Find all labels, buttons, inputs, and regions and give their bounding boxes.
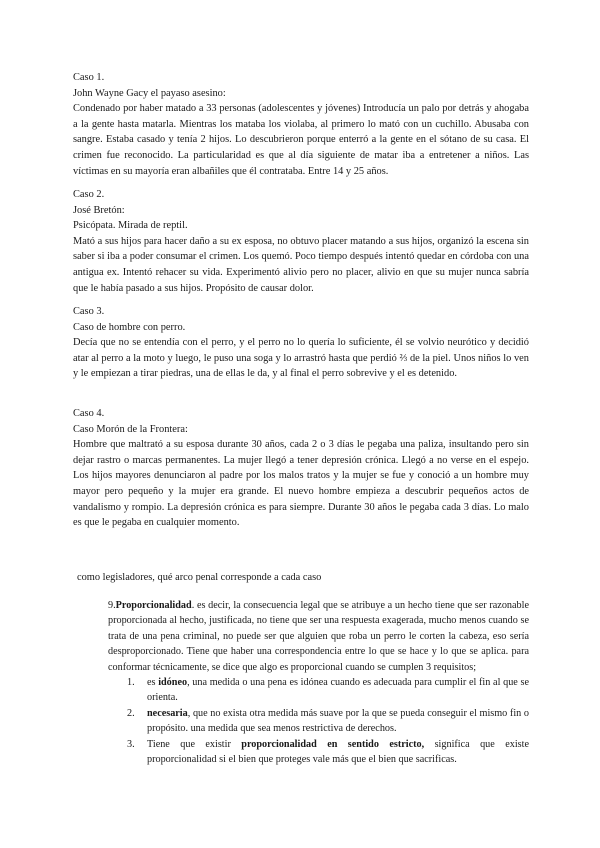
case-subtitle: Caso Morón de la Frontera:: [73, 423, 188, 435]
item-term: proporcionalidad en sentido estricto,: [241, 738, 425, 750]
case-2: [73, 187, 529, 296]
list-item: [108, 737, 529, 768]
case-heading: Caso 1.: [73, 72, 105, 83]
case-subtitle: José Bretón:: [73, 204, 125, 216]
case-subtitle-2: Psicópata. Mirada de reptil.: [73, 220, 188, 232]
principle-number: 9.: [108, 600, 116, 611]
principle-term: Proporcionalidad: [115, 600, 192, 611]
principle-text: . es decir, la consecuencia legal que se atribuye a un hecho tiene que ser razonable proporcionada al hecho, justificada, no tiene que ser una respuesta exagerada, mucho menos cuando se trata de una pena criminal, no puede ser que alguien que roba un perro le corten la cabeza, eso sería desproporcionado. Tiene que haber una correspondencia entre lo que se hace y lo que se aplica. para conformar técnicamente, se dice que algo es proporcional cuando se cumplen 3 requisitos;: [108, 600, 529, 673]
item-prefix: Tiene que existir: [147, 738, 242, 750]
item-number: 3.: [127, 738, 135, 750]
case-text: Hombre que maltrató a su esposa durante 30 años, cada 2 o 3 días le pegaba una paliza, insultando pero sin dejar rastro o marcas permanentes. La mujer llegó a tener depresión crónica. Llegó a no verse en el espejo. Los hijos mayores denunciaron al padre por los malos tratos y la mujer se fue y conoció a un hombre muy mayor pero pequeño y la mujer era grande. El nuevo hombre empieza a descubrir pequeños actos de vandalismo y rompio. La depresión crónica es para siempre. Durante 30 años le pegaba cada 3 días. Lo malo es que le pegaba en cualquier momento.: [73, 439, 529, 529]
case-subtitle: Caso de hombre con perro.: [73, 321, 186, 333]
item-text: , que no exista otra medida más suave por la que se pueda conseguir el mismo fin o propósito. una medida que sea menos restrictiva de derechos.: [147, 707, 529, 735]
case-heading: Caso 2.: [73, 189, 105, 200]
item-text: , una medida o una pena es idónea cuando es adecuada para cumplir el fin al que se orienta.: [147, 677, 529, 704]
item-term: necesaria: [147, 707, 188, 719]
legislator-question: como legisladores, qué arco penal corresponde a cada caso: [77, 572, 322, 583]
case-4: [73, 406, 529, 531]
case-heading: Caso 3.: [73, 306, 105, 317]
case-text: Condenado por haber matado a 33 personas (adolescentes y jóvenes) Introducía un palo por detrás y ahogaba a la gente hasta matarla. Mientras los mataba los violaba, al primero lo mató con un cuchillo. Abusaba con sangre. Estaba casado y tenía 2 hijos. Lo descubrieron porque enterró a la gente en el sótano de su casa. El crimen fue reconocido. La particularidad es que al día siguiente de matar iba a entretener a niños. Las víctimas en su mayoría eran albañiles que él contrataba. Entre 14 y 25 años.: [73, 103, 529, 177]
principle-paragraph: [108, 598, 529, 675]
case-text: Decía que no se entendía con el perro, y el perro no lo quería lo suficiente, él se volvio neurótico y decidió atar al perro a la moto y luego, le puso una soga y lo arrastró hasta que perdió ⅔ de la piel. Unos niños lo ven y le empiezan a tirar piedras, una de ellas le da, y al final el perro sobrevive y el es detenido.: [73, 337, 529, 380]
case-1: [73, 70, 529, 179]
item-number: 1.: [127, 677, 135, 689]
item-prefix: es: [147, 677, 159, 689]
requirements-list: [108, 675, 529, 767]
item-term: idóneo: [158, 677, 188, 689]
case-text: Mató a sus hijos para hacer daño a su ex esposa, no obtuvo placer matando a sus hijos, organizó la escena sin saber si iba a poder consumar el crimen. Los quemó. Poco tiempo después intentó quedar en córdoba con una antigua ex. Intentó rehacer su vida. Experimentó alivio pero no placer, alivio en que su mujer nunca sabría que le había pasado a sus hijos. Propósito de causar dolor.: [73, 235, 529, 294]
proportionality-section: [108, 598, 529, 767]
case-heading: Caso 4.: [73, 408, 105, 419]
list-item: [108, 706, 529, 737]
list-item: [108, 675, 529, 706]
case-subtitle: John Wayne Gacy el payaso asesino:: [73, 87, 226, 99]
case-3: [73, 304, 529, 382]
item-number: 2.: [127, 707, 135, 719]
item-text: significa que existe proporcionalidad si el bien que proteges vale más que el bien que sacrificas.: [147, 738, 529, 766]
